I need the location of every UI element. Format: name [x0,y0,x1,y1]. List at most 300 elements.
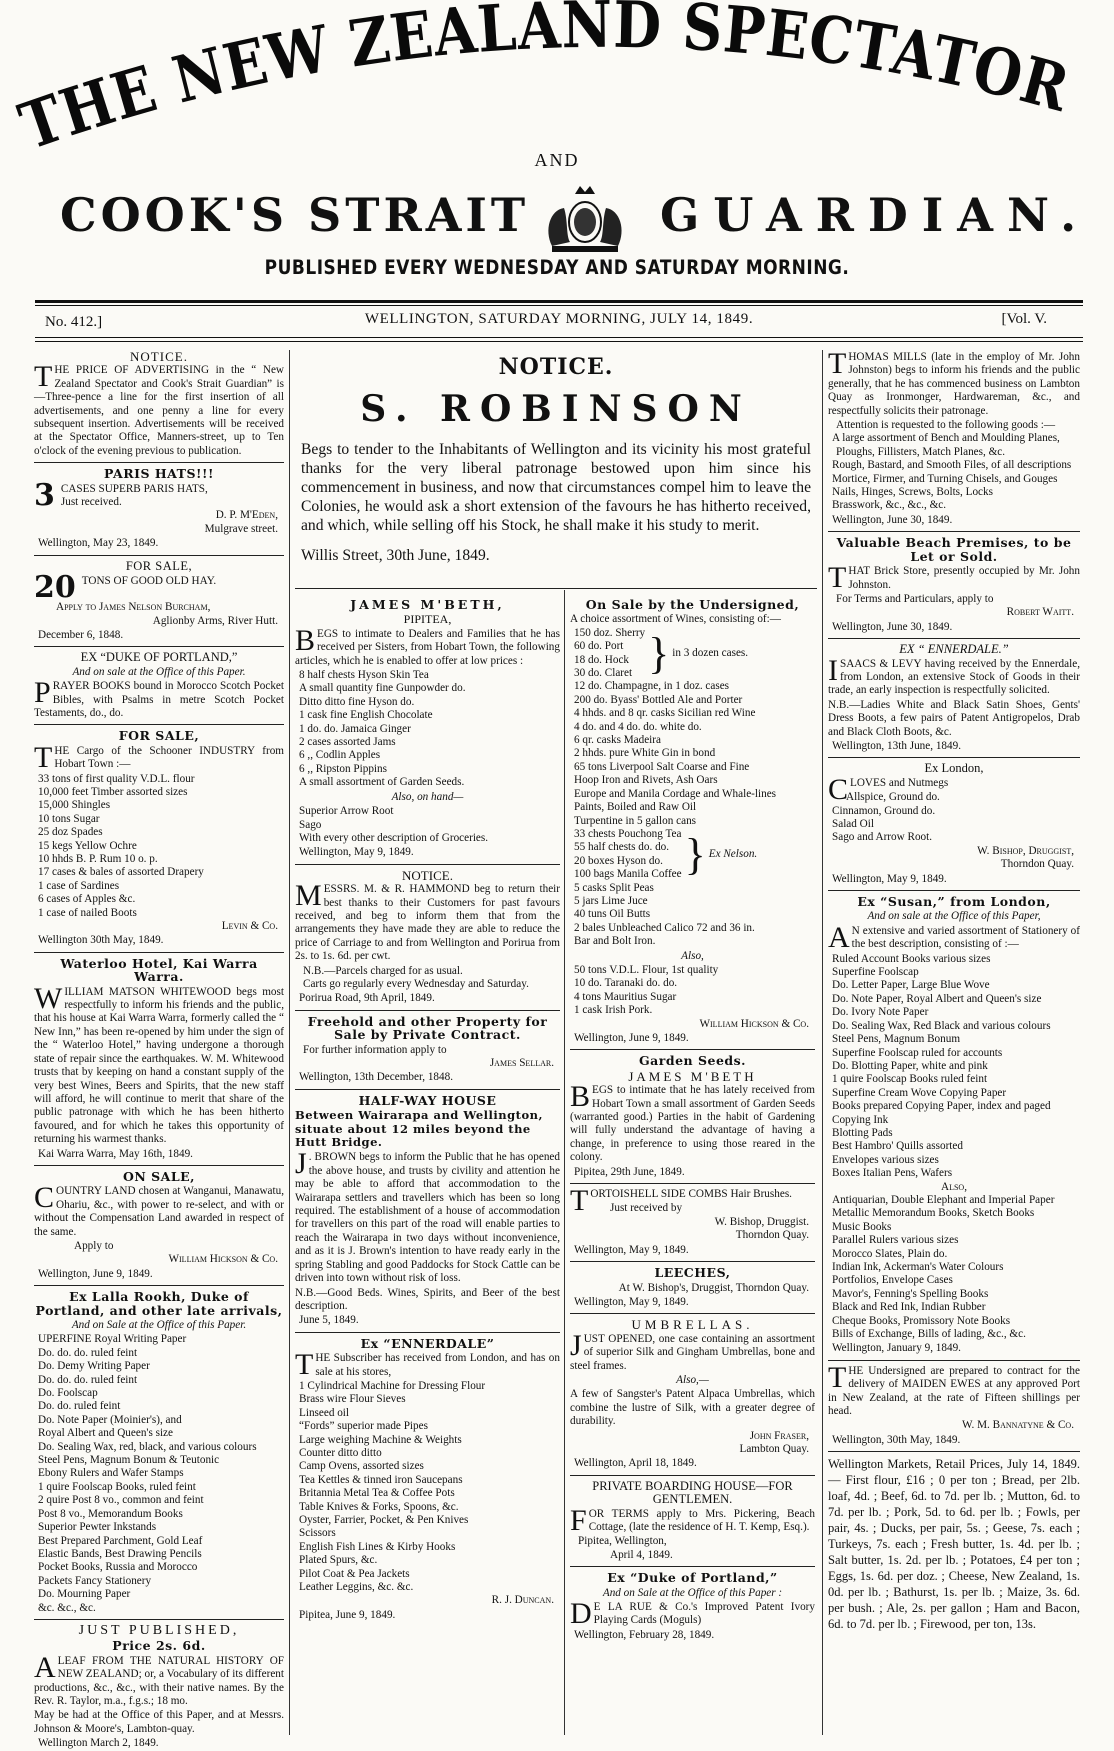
ad-body: SAACS & LEVY having received by the Ennerdale, from London, an extensive Stock of Goods in their trade, an early inspection is respectfully solicited. [828,657,1080,697]
list-item: Do. Blotting Paper, white and pink [832,1059,988,1072]
masthead-title: THE NEW ZEALAND SPECTATOR [10,0,1085,160]
dropcap: B [570,1080,591,1114]
ad-signature: William Hickson & Co. [699,1017,809,1030]
ad-title: LEECHES, [654,1265,731,1281]
list-item: Morocco Slates, Plain do. [832,1247,948,1260]
list-item: Steel Pens, Magnum Bonum [832,1033,961,1046]
list-item: Turpentine in 5 gallon cans [574,814,697,827]
ad-line: Just received. [60,496,122,509]
ad-signature: Lambton Quay. [739,1442,809,1455]
list-item: Do. Foolscap [38,1387,98,1400]
separator [34,646,284,647]
ad-line: TONS OF GOOD OLD HAY. [81,575,217,588]
brace-icon: } [684,829,706,879]
ad-subtitle: And on Sale at the Office of this Paper. [71,1319,247,1331]
ad-date: Wellington, April 18, 1849. [574,1457,697,1470]
ad-item-list [295,669,560,790]
ad-line: N.B.—Parcels charged for as usual. [303,964,463,977]
ad-playing-cards [570,1571,815,1642]
ad-body: E LA RUE & Co.'s Improved Patent Ivory Playing Cards (Moguls) [593,1601,815,1627]
separator [828,890,1080,891]
list-item: Scissors [299,1527,336,1540]
list-item: Superior Pewter Inkstands [38,1521,157,1534]
robinson-date: Willis Street, 30th June, 1849. [301,547,490,564]
ad-title: Garden Seeds. [638,1053,747,1069]
ad-wines-hickson [570,598,815,1045]
list-item: 10 do. Taranaki do. do. [574,977,678,990]
ad-signature: Thorndon Quay. [735,1229,809,1242]
list-item: 6 qr. casks Madeira [574,734,661,747]
ad-date: Wellington, February 28, 1849. [574,1628,715,1641]
ad-portland-books [34,651,284,720]
list-item: 5 jars Lime Juce [574,894,648,907]
ad-title: Valuable Beach Premises, to be Let or Sold. [836,535,1072,564]
list-item: Parallel Rulers various sizes [832,1234,959,1247]
ad-number: 20 [34,570,76,606]
separator [295,1010,560,1011]
list-item: 65 tons Liverpool Salt Coarse and Fine [574,760,750,773]
ad-body: EGS to intimate that he has lately received from Hobart Town a small assortment of Garden Seeds (warranted good.) Parties in the habit of Gardening will fully understand the advantage of having a change, in preference to using those reared in the colony. [570,1084,815,1164]
rule [35,341,1083,342]
ad-item-list [570,627,645,681]
ad-signature: W. Bishop, Druggist, [977,844,1074,857]
list-item: 2 cases assorted Jams [299,736,396,749]
list-item: Envelopes various sizes [832,1153,939,1166]
ad-title: Ex “ENNERDALE” [360,1335,495,1351]
ad-place: PIPITEA, [403,612,452,627]
dropcap: T [295,1348,314,1382]
ad-date: Pipitea, June 9, 1849. [299,1608,396,1621]
ad-item-list [570,828,682,882]
ad-date: Wellington, May 9, 1849. [832,872,947,885]
dropcap: T [828,347,847,380]
list-item: 55 half chests do. do. [574,841,670,854]
ad-date: December 6, 1848. [38,628,124,641]
masthead-and: AND [534,150,580,170]
ad-mbeth-groceries [295,598,560,860]
ad-signature: Robert Waitt. [1006,606,1074,619]
list-item: Sago and Arrow Root. [832,831,933,844]
ad-line: N.B.—Ladies White and Black Satin Shoes, Gents' Dress Boots, a few pairs of Patent Antigropelos, Drab and Black Cloth Boots, &c. [828,698,1080,738]
robinson-name: S. ROBINSON [360,388,752,430]
ad-item-list [828,1194,1080,1341]
list-item: 30 do. Claret [574,667,633,680]
ad-date: Pipitea, 29th June, 1849. [574,1165,685,1178]
list-item: English Fish Lines & Kirby Hooks [299,1540,456,1553]
list-item: Books prepared Copying Paper, index and paged [832,1100,1051,1113]
volume-number: [Vol. V. [1001,311,1047,327]
robinson-heading: NOTICE. [498,354,614,380]
list-item: A small quantity fine Gunpowder do. [299,682,466,695]
list-item: Post 8 vo., Memorandum Books [38,1507,183,1520]
list-item: Brass wire Flour Sieves [299,1393,406,1406]
ad-hay [34,560,284,643]
ad-country-land [34,1170,284,1281]
list-item: Do. do. do. ruled feint [38,1346,138,1359]
ad-title: Ex Lalla Rookh, Duke of Portland, and other late arrivals, [35,1289,283,1318]
list-item: 12 do. Champagne, in 1 doz. cases [574,680,730,693]
ad-title: PARIS HATS!!! [104,466,214,482]
separator [570,1183,815,1184]
ad-waterloo-hotel [34,957,284,1161]
list-item: Counter ditto ditto [299,1446,382,1459]
ad-item-list [295,805,560,845]
ad-item-list [34,773,284,920]
dropcap: A [34,1650,56,1684]
list-item: Do. Demy Writing Paper [38,1360,150,1373]
ad-name: JAMES M'BETH [628,1068,757,1084]
ad-title: NOTICE. [402,867,453,883]
list-item: 4 tons Mauritius Sugar [574,990,677,1003]
ad-date: Wellington, May 9, 1849. [574,1243,689,1256]
dropcap: T [828,561,847,595]
ad-line: CASES SUPERB PARIS HATS, [60,482,208,495]
list-item: Ruled Account Books various sizes [832,952,991,965]
ad-isaacs-levy [828,643,1080,753]
list-item: Steel Pens, Magnum Bonum & Teutonic [38,1454,220,1467]
dropcap: T [34,360,53,394]
list-item: Boxes Italian Pens, Wafers [832,1167,953,1180]
dateline [35,311,1083,335]
ad-title: Waterloo Hotel, Kai Warra Warra. [60,955,258,985]
ad-paris-hats [34,467,284,550]
list-item: Superior Arrow Root [299,805,394,818]
list-item: Britannia Metal Tea & Coffee Pots [299,1487,455,1500]
list-item: “Fords” superior made Pipes [299,1420,428,1433]
ad-date: Wellington, 30th May, 1849. [832,1433,961,1446]
ad-also: Also, [681,949,704,962]
ad-body: HE Subscriber has received from London, and has on sale at his stores, [315,1352,560,1378]
ad-date: Kai Warra Warra, May 16th, 1849. [38,1147,193,1160]
list-item: Salad Oil [832,818,874,830]
list-item: Portfolios, Envelope Cases [832,1274,953,1287]
list-item: Table Knives & Forks, Spoons, &c. [299,1500,459,1513]
dropcap: B [295,623,316,657]
list-item: Superfine Cream Wove Copying Paper [832,1086,1007,1099]
list-item: 1 do. do. Jamaica Ginger [299,722,411,735]
list-item: Music Books [832,1220,892,1233]
ad-line: For Terms and Particulars, apply to [836,592,994,605]
list-item: 20 boxes Hyson do. [574,854,663,867]
list-item: Nails, Hinges, Screws, Bolts, Locks [832,486,993,499]
list-item: Allspice, Ground do. [846,791,940,804]
ad-title: HALF-WAY HOUSE [358,1092,497,1108]
rule [35,300,1083,303]
ad-signature: Thorndon Quay. [1000,858,1074,871]
list-item: Pilot Coat & Pea Jackets [299,1567,410,1580]
list-item: Linseed oil [299,1406,350,1419]
ad-also: Also, [941,1180,967,1193]
list-item: Sago [299,818,322,831]
list-item: With every other description of Groceries. [299,831,489,844]
list-item: Plated Spurs, &c. [299,1554,378,1567]
royal-crest-icon [530,180,640,256]
ad-line: Aglionby Arms, River Hutt. [152,614,278,627]
list-item: Royal Albert and Queen's size [38,1427,173,1440]
list-item: Packets Fancy Stationery [38,1574,152,1587]
ad-title: Ex “Duke of Portland,” [607,1570,778,1586]
masthead-guardian-left: COOK'S STRAIT [60,188,530,242]
list-item: 1 Cylindrical Machine for Dressing Flour [299,1379,486,1392]
brace-note: Ex Nelson. [708,848,758,861]
column-1 [34,349,284,1750]
separator [570,1049,815,1050]
issue-date: WELLINGTON, SATURDAY MORNING, JULY 14, 1849. [364,311,754,327]
ad-subtitle: And on sale at the Office of this Paper, [867,910,1041,923]
separator [34,1165,284,1166]
ad-title: Ex “Susan,” from London, [857,894,1051,910]
ad-umbrellas [570,1318,815,1470]
list-item: Brasswork, &c., &c., &c. [832,499,947,512]
ad-date: Wellington, June 9, 1849. [38,1267,153,1280]
ad-item-list [570,964,815,1018]
list-item: Do. Note Paper, Royal Albert and Queen's size [832,992,1042,1005]
ad-title: Freehold and other Property for Sale by Private Contract. [307,1013,548,1043]
column-rule [289,350,290,1735]
dropcap: C [34,1181,55,1215]
separator [828,1451,1080,1452]
list-item: 10 tons Sugar [38,812,100,825]
dropcap: J [295,1147,307,1181]
list-item: Metallic Memorandum Books, Sketch Books [832,1207,1035,1220]
list-item: 1 case of Sardines [38,879,120,892]
list-item: 6 ,, Ripston Pippins [299,762,387,775]
list-item: 2 hhds. pure White Gin in bond [574,747,716,760]
list-item: Cinnamon, Ground do. [832,804,936,817]
ad-date: Wellington, May 9, 1849. [574,1295,689,1308]
separator [295,1089,560,1090]
column-3 [570,596,815,1735]
dropcap: T [570,1184,589,1218]
separator [828,531,1080,532]
ad-body: At W. Bishop's, Druggist, Thorndon Quay. [618,1281,809,1294]
dropcap: D [570,1597,592,1631]
list-item: Camp Ovens, assorted sizes [299,1460,424,1473]
ad-item-list [828,791,1080,845]
list-item: Do. Sealing Wax, Red Black and various colours [832,1019,1051,1032]
list-item: Black and Red Ink, Indian Rubber [832,1301,986,1314]
list-item: 25 doz Spades [38,826,103,839]
rule [35,337,1083,338]
ad-tortoishell-combs [570,1184,815,1257]
ad-garden-seeds [570,1054,815,1179]
ad-title: On Sale by the Undersigned, [585,597,800,612]
list-item: 1 quire Foolscap Books, ruled feint [38,1480,196,1493]
ad-also: Also,— [676,1373,709,1386]
ad-body: HOMAS MILLS (late in the employ of Mr. John Johnston) begs to inform his friends and the public generally, that he has commenced business on Lambton Quay as Ironmonger, Hardwareman, &c., and respectfully solicits their patronage. [828,351,1080,417]
list-item: 4 do. and 4 do. do. white do. [574,720,702,733]
ad-freehold-property [295,1015,560,1085]
separator [570,1475,815,1476]
ad-date: Wellington, January 9, 1849. [832,1342,961,1355]
ad-number: 3 [34,477,55,513]
list-item: Oyster, Farrier, Pocket, & Pen Knives [299,1514,469,1526]
ad-line: Attention is requested to the following goods :— [836,419,1056,432]
dropcap: F [570,1503,587,1537]
list-item: Tea Kettles & tinned iron Saucepans [299,1473,463,1486]
dropcap: A [828,920,850,954]
ad-date: Wellington, June 30, 1849. [832,513,953,526]
issue-number: No. 412.] [45,314,103,330]
separator [34,724,284,725]
ad-date: Wellington, 13th June, 1849. [832,739,961,752]
list-item: Hoop Iron and Rivets, Ash Oars [574,774,718,787]
list-item: 15 kegs Yellow Ochre [38,839,137,852]
list-item: Best Prepared Parchment, Gold Leaf [38,1534,203,1547]
ad-line: For further information apply to [303,1043,447,1056]
list-item: 4 hhds. and 8 qr. casks Sicilian red Wine [574,707,756,720]
ad-line: A choice assortment of Wines, consisting of:— [570,613,781,626]
ad-susan-stationery [828,895,1080,1356]
ad-body: UST OPENED, one case containing an assortment of superior Silk and Gingham Umbrellas, bone and steel frames. [570,1332,815,1372]
ad-date: Wellington, May 23, 1849. [38,537,159,550]
dropcap: W [34,981,63,1015]
dropcap: P [34,676,51,710]
ad-item-list [570,882,815,949]
separator [570,1566,815,1567]
ad-title: EX “ ENNERDALE.” [899,642,1009,657]
ad-industry-cargo [34,729,284,948]
ad-wellington-markets [828,1456,1080,1632]
separator [34,952,284,953]
dropcap: I [828,653,838,687]
masthead [0,0,1114,305]
list-item: Large weighing Machine & Weights [299,1433,462,1446]
ad-signature: R. J. Duncan. [491,1594,554,1607]
ad-item-list [295,1380,560,1595]
ad-title: EX “DUKE OF PORTLAND,” [80,650,238,665]
ad-price: Price 2s. 6d. [112,1638,206,1654]
brace-group [570,627,815,681]
ad-line: Pipitea, Wellington, [578,1535,667,1548]
ad-body: OR TERMS apply to Mrs. Pickering, Beach Cottage, (late the residence of H. T. Kemp, Esq.). [588,1507,815,1533]
ad-advertising-notice [34,350,284,458]
dropcap: C [828,772,849,806]
list-item: 2 bales Unbleached Calico 72 and 36 in. [574,921,755,934]
list-item: Do. Letter Paper, Large Blue Wove [832,979,990,992]
list-item: 2 quire Post 8 vo., common and feint [38,1494,204,1507]
column-4 [828,347,1080,1735]
separator [295,1332,560,1333]
list-item: Do. do. do. ruled feint [38,1373,138,1386]
list-item: Cheque Books, Promissory Note Books [832,1314,1011,1327]
list-item: 15,000 Shingles [38,799,111,812]
list-item: A large assortment of Bench and Moulding Planes, Ploughs, Fillisters, Match Planes, &c. [832,432,1060,458]
ad-signature: Levin & Co. [221,920,278,933]
ad-body: OUNTRY LAND chosen at Wanganui, Manawatu, Ohariu, &c., with power to re-select, and with or without the Compensation Land awarded in respect of the same. [34,1185,284,1238]
separator [295,864,560,865]
separator [34,1285,284,1286]
robinson-body: Begs to tender to the Inhabitants of Wellington and its vicinity his most grateful thanks for the very liberal patronage bestowed upon him since his commencement in business, and now that circumstances compel him to leave the Colonies, he would ask a short extension of the favours he has hitherto received, and which, while selling off his Stock, he shall make it his study to merit. [301,441,811,534]
ad-body: HE Undersigned are prepared to contract for the delivery of MAIDEN EWES at any approved Port in New Zealand, at the rate of Fifteen shillings per head. [828,1364,1080,1418]
ad-title: FOR SALE, [125,558,193,573]
ad-lalla-rookh [34,1290,284,1615]
ad-cloves [828,762,1080,886]
column-rule [822,350,823,1735]
ad-title: NOTICE. [130,349,188,364]
list-item: UPERFINE Royal Writing Paper [38,1333,187,1346]
ad-date: Wellington, June 9, 1849. [574,1032,689,1044]
column-rule [564,590,565,1735]
separator [570,1313,815,1314]
list-item: 1 case of nailed Boots [38,906,137,919]
list-item: Antiquarian, Double Elephant and Imperial Paper [832,1193,1055,1206]
ad-title: FOR SALE, [118,728,200,744]
ad-body: A few of Sangster's Patent Alpaca Umbrellas, which combine the lustre of Silk, with a greater degree of durability. [570,1388,815,1428]
list-item: 33 chests Pouchong Tea [574,827,682,840]
separator [570,1261,815,1262]
list-item: 5 casks Split Peas [574,881,654,894]
masthead-guardian [50,188,1091,252]
ad-body: N extensive and varied assortment of Stationery of the best description, consisting of :— [851,924,1080,951]
dropcap: J [570,1328,582,1362]
masthead-title-arc [0,0,1114,160]
ad-title: PRIVATE BOARDING HOUSE—FOR GENTLEMEN. [592,1478,793,1507]
ad-thomas-mills [828,347,1080,527]
list-item: 200 do. Byass' Bottled Ale and Porter [574,693,743,706]
list-item: 10,000 feet Timber assorted sizes [38,785,188,798]
separator [34,555,284,556]
ad-just-published [34,1624,284,1751]
list-item: Ditto ditto fine Hyson do. [299,695,415,708]
ad-title: JAMES M'BETH, [350,597,505,612]
list-item: A small assortment of Garden Seeds. [299,776,465,789]
list-item: 33 tons of first quality V.D.L. flour [38,772,195,785]
ad-subtitle: And on Sale at the Office of this Paper : [602,1586,783,1599]
ad-ennerdale-duncan [295,1337,560,1623]
ad-date: Wellington, 13th December, 1848. [299,1071,453,1084]
ad-body: EGS to intimate to Dealers and Families that he has received per Sisters, from Hobart Town, the following articles, which he is enabled to offer at low prices : [295,627,560,667]
ad-signature: W. Bishop, Druggist. [714,1215,809,1228]
ad-beach-premises [828,536,1080,634]
ad-title: ON SALE, [122,1168,196,1184]
separator [295,588,817,589]
ad-body: ESSRS. M. & R. HAMMOND beg to return their best thanks to their Customers for past favours received, and beg to inform them that from the arrangements they have made they are able to reduce the price of Carriage to and from Wellington and Porirua from 2s. to 1s. 6d. per cwt. [295,883,560,963]
ad-signature: W. M. Bannatyne & Co. [961,1419,1074,1432]
ad-body: . BROWN begs to inform the Public that he has opened the above house, and trusts by civility and attention he may be able to afford that accommodation to the Wairarapa settlers and travellers which has been so long required. The establishment of a house of accommodation for travellers on this part of the road will enable parties to reach the Wairarapa in two days without inconvenience, and as it is J. Brown's intention to have ready early in the spring Stabling and good Paddocks for Stock Cattle can be driven into town without risk of loss. [295,1151,560,1285]
brace-icon: } [648,628,670,678]
ad-body: ILLIAM MATSON WHITEWOOD begs most respectfully to inform his friends and the public, that his house at Kai Warra Warra, formerly called the “ New Inn,” has been re-opened by him under the sign of the “ Waterloo Hotel,” having undergone a thorough state of repair since the earthquakes. W. M. Whitewood trusts that by keeping on hand a constant supply of the very best Wines, Beers and Spirits, that the new staff will afford, he will continue to merit that share of the public patronage with which he has been hitherto favoured, and for which he takes this opportunity of returning his warmest thanks. [34,985,284,1146]
ad-date: Wellington 30th May, 1849. [38,934,164,947]
ad-item-list [828,953,1080,1181]
list-item: &c. &c., &c. [38,1601,96,1614]
separator [34,462,284,463]
ad-signature: James Sellar. [489,1057,554,1069]
list-item: Bar and Bolt Iron. [574,935,656,948]
separator [828,1360,1080,1361]
list-item: Do. do. ruled feint [38,1400,121,1413]
dropcap: M [295,879,322,913]
ad-hammond-notice [295,869,560,1006]
brace-note: in 3 dozen cases. [672,646,749,659]
ad-robinson-notice [295,350,817,588]
ad-subtitle: And on sale at the Office of this Paper. [72,665,246,678]
list-item: Mortice, Firmer, and Turning Chisels, and Gouges [832,472,1058,485]
ad-also: Also, on hand— [391,790,464,803]
ad-body: ORTOISHELL SIDE COMBS Hair Brushes. [590,1188,792,1201]
list-item: Paints, Boiled and Raw Oil [574,801,697,814]
ad-title: UMBRELLAS. [631,1317,754,1333]
separator [34,1619,284,1620]
ad-line: Apply to [74,1239,114,1252]
ad-signature: John Fraser, [749,1429,809,1442]
ad-line: Carts go regularly every Wednesday and Saturday. [303,977,529,990]
list-item: Superfine Foolscap ruled for accounts [832,1046,1003,1059]
list-item: 10 hhds B. P. Rum 10 o. p. [38,853,158,865]
ad-item-list [828,432,1080,512]
ad-line: Apply to James Nelson Burcham, [56,601,211,614]
list-item: Copying Ink [832,1113,889,1126]
